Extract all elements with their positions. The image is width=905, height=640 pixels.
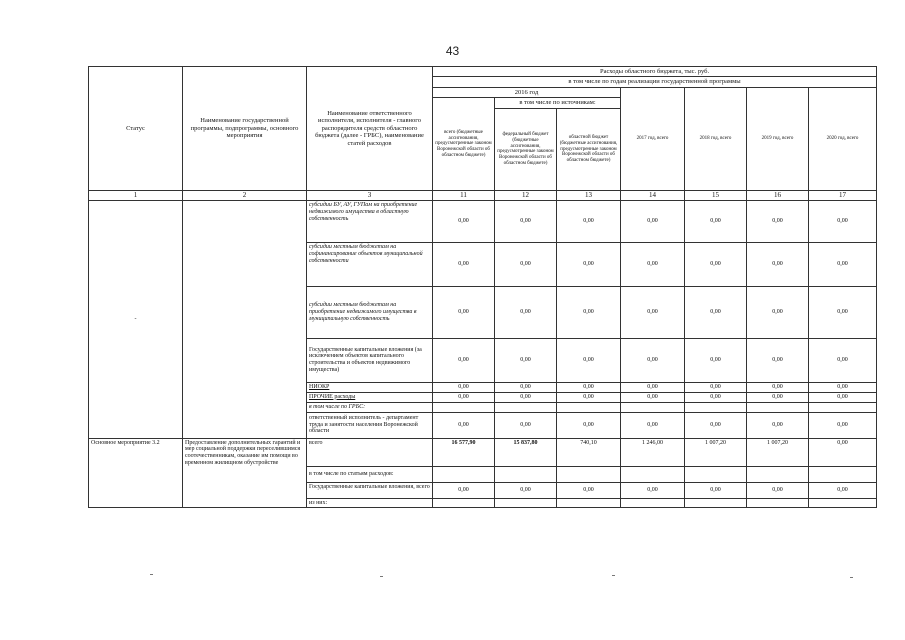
scan-speck [150,574,153,575]
value-cell: 0,00 [433,200,495,242]
value-cell: 0,00 [685,392,747,402]
value-cell: 0,00 [809,382,877,392]
value-cell [685,402,747,412]
value-cell [747,466,809,482]
value-cell [495,402,557,412]
value-cell: 0,00 [747,200,809,242]
value-cell: 0,00 [685,338,747,382]
table-row [89,438,877,466]
value-cell: 1 246,00 [621,438,685,466]
row-label: ответственный исполнитель - департамент труда и занятости населения Воронежской области [307,412,433,438]
value-cell: 0,00 [685,382,747,392]
row-label: в том числе по ГРБС: [307,402,433,412]
colnum-17: 17 [809,190,877,200]
value-cell: 0,00 [433,382,495,392]
value-cell: 0,00 [495,382,557,392]
value-cell: 0,00 [621,412,685,438]
value-cell: 0,00 [809,338,877,382]
value-cell [433,402,495,412]
row-label: субсидии местным бюджетам на софинансирование объектов муниципальной собственности [307,242,433,286]
value-cell: 0,00 [747,482,809,498]
value-cell [809,466,877,482]
value-cell [809,402,877,412]
value-cell [621,466,685,482]
header-2020: 2020 год, всего [809,87,877,190]
value-cell [747,402,809,412]
value-cell: 0,00 [495,412,557,438]
value-cell: 0,00 [557,482,621,498]
colnum-15: 15 [685,190,747,200]
budget-table [88,66,877,508]
value-cell: 0,00 [495,392,557,402]
row-label: из них: [307,498,433,508]
value-cell: 0,00 [809,200,877,242]
value-cell: 0,00 [557,286,621,338]
scan-speck [612,575,615,576]
value-cell [621,498,685,508]
value-cell [747,498,809,508]
value-cell [557,498,621,508]
value-cell [557,466,621,482]
row-label: всего [307,438,433,466]
value-cell: 0,00 [495,482,557,498]
column-numbers-row [89,190,877,200]
colnum-12: 12 [495,190,557,200]
colnum-13: 13 [557,190,621,200]
value-cell [685,498,747,508]
value-cell [809,498,877,508]
header-status: Статус [89,67,183,191]
value-cell: 0,00 [495,286,557,338]
value-cell [433,498,495,508]
value-cell: 0,00 [557,200,621,242]
value-cell: 0,00 [685,242,747,286]
value-cell: 0,00 [809,242,877,286]
value-cell: 0,00 [747,392,809,402]
header-by-sources: в том числе по источникам: [495,98,621,108]
value-cell: 0,00 [685,412,747,438]
value-cell: 0,00 [747,412,809,438]
value-cell: 0,00 [685,200,747,242]
value-cell: 0,00 [433,242,495,286]
row-label: ПРОЧИЕ расходы [307,392,433,402]
value-cell: 0,00 [747,242,809,286]
value-cell [495,498,557,508]
value-cell: 740,10 [557,438,621,466]
value-cell: 0,00 [685,482,747,498]
value-cell [495,466,557,482]
status-cell: - [89,200,183,438]
header-2019: 2019 год, всего [747,87,809,190]
program-cell-empty [183,200,307,438]
header-by-years: в том числе по годам реализации государственной программы [433,77,877,87]
value-cell: 0,00 [809,392,877,402]
header-expenses: Расходы областного бюджета, тыс. руб. [433,67,877,77]
value-cell: 0,00 [809,482,877,498]
value-cell: 0,00 [621,242,685,286]
value-cell: 0,00 [495,242,557,286]
value-cell: 0,00 [557,392,621,402]
event-status-cell: Основное мероприятие 3.2 [89,438,183,508]
row-label: в том числе по статьям расходов: [307,466,433,482]
value-cell: 0,00 [557,242,621,286]
header-total-2016: всего (бюджетные ассигнования, предусмотренные законом Воронежской области об областном бюджете) [433,98,495,190]
value-cell: 0,00 [621,200,685,242]
value-cell [433,466,495,482]
colnum-3: 3 [307,190,433,200]
event-name-cell: Предоставление дополнительных гарантий и мер социальной поддержки переселившимся соотечественникам, оказание им помощи во временном жилищном обустройстве [183,438,307,508]
header-executor: Наименование ответственного исполнителя, исполнителя - главного распорядителя средств областного бюджета (далее - ГРБС), наименование статей расходов [307,67,433,191]
value-cell [557,402,621,412]
value-cell: 0,00 [809,438,877,466]
value-cell: 0,00 [621,338,685,382]
value-cell: 0,00 [557,412,621,438]
value-cell: 0,00 [433,286,495,338]
value-cell: 0,00 [557,338,621,382]
value-cell: 0,00 [433,338,495,382]
row-label: Государственные капитальные вложения, всего [307,482,433,498]
value-cell: 0,00 [809,286,877,338]
value-cell [685,466,747,482]
value-cell: 0,00 [621,482,685,498]
value-cell: 0,00 [433,482,495,498]
table-row [89,200,877,242]
value-cell: 0,00 [621,392,685,402]
header-2017: 2017 год, всего [621,87,685,190]
header-federal: федеральный бюджет (бюджетные ассигнования, предусмотренные законом Воронежской области об областном бюджете) [495,108,557,190]
value-cell [621,402,685,412]
row-label: Государственные капитальные вложения (за исключением объектов капитального строительства и объектов недвижимого имущества) [307,338,433,382]
row-label: субсидии БУ, АУ, ГУПам на приобретение недвижимого имущества в областную собственность [307,200,433,242]
header-program: Наименование государственной программы, подпрограммы, основного мероприятия [183,67,307,191]
value-cell: 15 837,80 [495,438,557,466]
value-cell: 1 007,20 [685,438,747,466]
value-cell: 0,00 [433,392,495,402]
value-cell: 16 577,90 [433,438,495,466]
colnum-2: 2 [183,190,307,200]
value-cell: 0,00 [809,412,877,438]
header-2018: 2018 год, всего [685,87,747,190]
row-label: субсидии местным бюджетам на приобретение недвижимого имущества в муниципальную собственность [307,286,433,338]
header-year-2016: 2016 год [433,87,621,97]
value-cell: 0,00 [685,286,747,338]
scan-speck [380,576,383,577]
value-cell: 0,00 [747,338,809,382]
value-cell: 0,00 [747,382,809,392]
value-cell: 0,00 [747,286,809,338]
value-cell: 0,00 [495,200,557,242]
colnum-16: 16 [747,190,809,200]
value-cell: 0,00 [557,382,621,392]
value-cell: 0,00 [621,382,685,392]
colnum-11: 11 [433,190,495,200]
value-cell: 0,00 [621,286,685,338]
page-number: 43 [445,44,460,58]
scan-speck [850,577,853,578]
row-label: НИОКР [307,382,433,392]
value-cell: 0,00 [495,338,557,382]
header-regional: областной бюджет (бюджетные ассигнования, предусмотренные законом Воронежской области об областном бюджете) [557,108,621,190]
colnum-1: 1 [89,190,183,200]
colnum-14: 14 [621,190,685,200]
value-cell: 0,00 [433,412,495,438]
value-cell: 1 007,20 [747,438,809,466]
